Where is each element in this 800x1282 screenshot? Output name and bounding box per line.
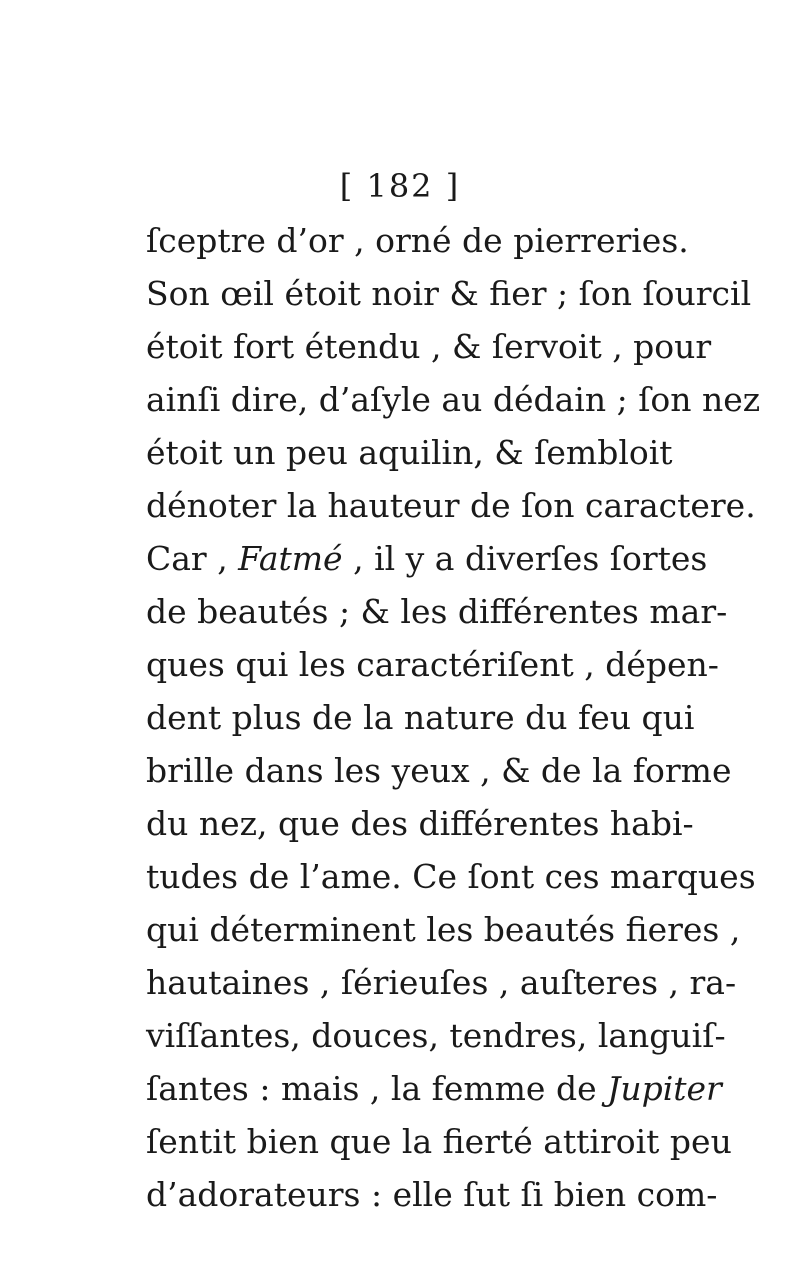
text-segment: , il y a diverſes ſortes: [342, 539, 708, 578]
text-line: qui déterminent les beautés fieres ,: [146, 910, 741, 949]
text-line-with-italic-name: [146, 1062, 722, 1115]
text-line: ques qui les caractériſent , dépen-: [146, 645, 719, 684]
text-line: ainſi dire, d’aſyle au dédain ; ſon nez: [146, 380, 761, 419]
text-line: de beautés ; & les différentes mar-: [146, 592, 728, 631]
text-segment: Car ,: [146, 539, 239, 578]
italic-name-fatme: Fatmé: [238, 539, 343, 578]
text-line: étoit un peu aquilin, & ſembloit: [146, 433, 673, 472]
text-line-with-italic-name: [146, 532, 708, 585]
page-number: [ 182 ]: [339, 167, 461, 205]
text-line: tudes de l’ame. Ce ſont ces marques: [146, 857, 756, 896]
text-line: du nez, que des différentes habi-: [146, 804, 694, 843]
text-line: ſentit bien que la fierté attiroit peu: [146, 1122, 732, 1161]
text-line: d’adorateurs : elle ſut ſi bien com-: [146, 1175, 718, 1214]
text-line: viſſantes, douces, tendres, languiſ-: [146, 1016, 726, 1055]
text-line: dent plus de la nature du feu qui: [146, 698, 695, 737]
text-line: dénoter la hauteur de ſon caractere.: [146, 486, 756, 525]
text-line: Son œil étoit noir & fier ; ſon ſourcil: [146, 274, 752, 313]
italic-name-jupiter: Jupiter: [607, 1069, 722, 1108]
text-line: étoit fort étendu , & ſervoit , pour: [146, 327, 712, 366]
body-text: [146, 214, 761, 1221]
text-line: ſceptre d’or , orné de pierreries.: [146, 221, 689, 260]
text-segment: ſantes : mais , la femme de: [146, 1069, 608, 1108]
text-line: brille dans les yeux , & de la forme: [146, 751, 732, 790]
text-line: hautaines , ſérieuſes , auſteres , ra-: [146, 963, 737, 1002]
